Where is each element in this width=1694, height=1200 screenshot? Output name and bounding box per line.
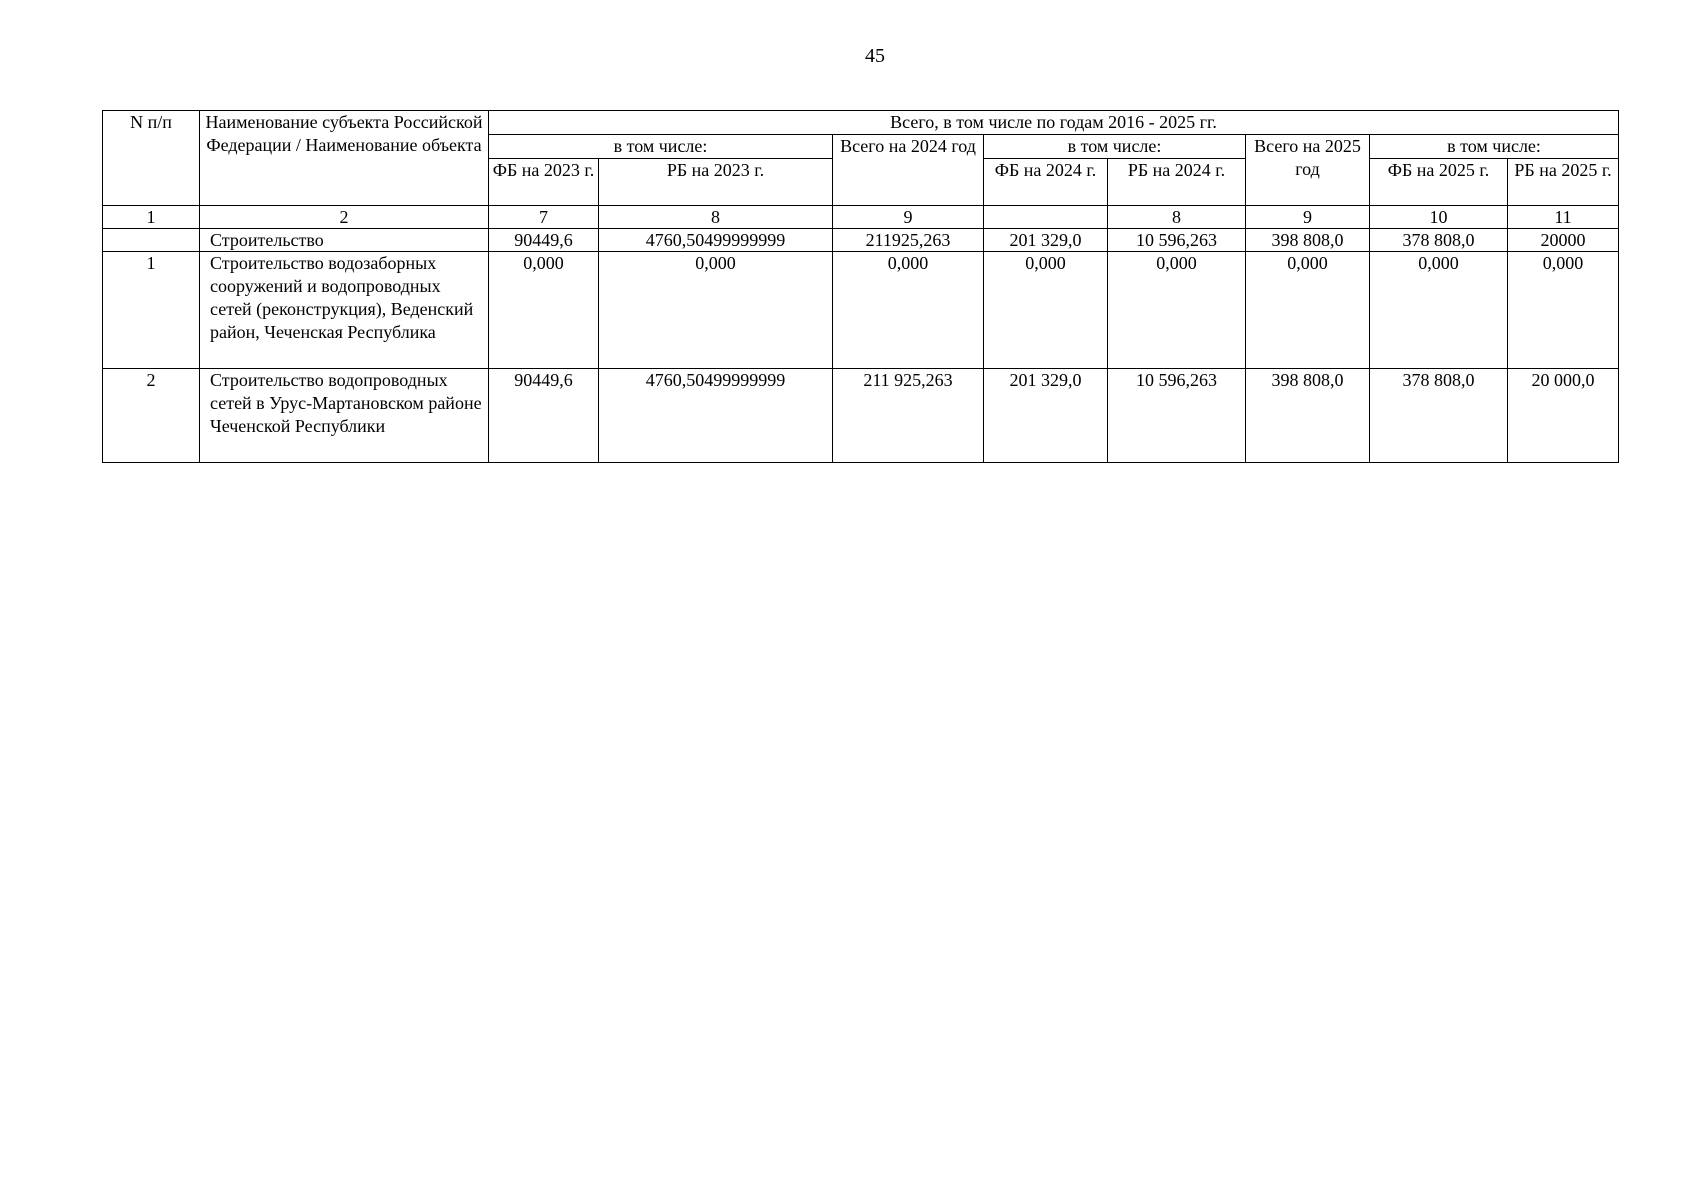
row-value: 201 329,0 (984, 369, 1108, 463)
header-total-all: Всего, в том числе по годам 2016 - 2025 гг. (489, 111, 1619, 135)
row-value: 201 329,0 (984, 229, 1108, 252)
column-number: 11 (1508, 206, 1619, 229)
header-rb-2024: РБ на 2024 г. (1108, 159, 1246, 206)
header-row-1 (103, 111, 1619, 135)
header-fb-2023: ФБ на 2023 г. (489, 159, 599, 206)
row-value: 378 808,0 (1370, 229, 1508, 252)
header-fb-2024: ФБ на 2024 г. (984, 159, 1108, 206)
row-value: 211 925,263 (833, 369, 984, 463)
table-row (103, 252, 1619, 369)
header-fb-2025: ФБ на 2025 г. (1370, 159, 1508, 206)
row-value: 0,000 (599, 252, 833, 369)
row-value: 20000 (1508, 229, 1619, 252)
header-rb-2023: РБ на 2023 г. (599, 159, 833, 206)
column-number: 10 (1370, 206, 1508, 229)
column-number: 9 (833, 206, 984, 229)
page-number-area (0, 44, 1694, 68)
row-value: 0,000 (489, 252, 599, 369)
column-number: 2 (200, 206, 489, 229)
row-value: 0,000 (1370, 252, 1508, 369)
column-number: 8 (599, 206, 833, 229)
row-value: 0,000 (984, 252, 1108, 369)
column-number: 8 (1108, 206, 1246, 229)
row-name: Строительство (200, 229, 489, 252)
row-value: 4760,50499999999 (599, 229, 833, 252)
row-value: 398 808,0 (1246, 369, 1370, 463)
header-incl-2025: в том числе: (1370, 135, 1619, 159)
row-np (103, 229, 200, 252)
header-total-2025: Всего на 2025 год (1246, 135, 1370, 206)
row-np: 1 (103, 252, 200, 369)
header-rb-2025: РБ на 2025 г. (1508, 159, 1619, 206)
row-np: 2 (103, 369, 200, 463)
column-number: 7 (489, 206, 599, 229)
row-value: 10 596,263 (1108, 229, 1246, 252)
row-value: 4760,50499999999 (599, 369, 833, 463)
row-value: 0,000 (1108, 252, 1246, 369)
budget-table (102, 110, 1619, 463)
row-value: 378 808,0 (1370, 369, 1508, 463)
header-incl-2023: в том числе: (489, 135, 833, 159)
row-value: 0,000 (1246, 252, 1370, 369)
column-number: 9 (1246, 206, 1370, 229)
row-value: 90449,6 (489, 229, 599, 252)
row-name: Строительство водопроводных сетей в Урус-Мартановском районе Чеченской Республики (200, 369, 489, 463)
row-value: 398 808,0 (1246, 229, 1370, 252)
column-number: 1 (103, 206, 200, 229)
table-row-total (103, 229, 1619, 252)
header-total-2024: Всего на 2024 год (833, 135, 984, 206)
row-value: 0,000 (1508, 252, 1619, 369)
row-value: 10 596,263 (1108, 369, 1246, 463)
page-number: 45 (865, 45, 885, 67)
header-incl-2024: в том числе: (984, 135, 1246, 159)
column-number (984, 206, 1108, 229)
column-number-row (103, 206, 1619, 229)
row-value: 20 000,0 (1508, 369, 1619, 463)
row-name: Строительство водозаборных сооружений и водопроводных сетей (реконструкция), Веденский район, Чеченская Республика (200, 252, 489, 369)
header-np: N п/п (103, 111, 200, 206)
row-value: 211925,263 (833, 229, 984, 252)
row-value: 90449,6 (489, 369, 599, 463)
header-name: Наименование субъекта Российской Федерации / Наименование объекта (200, 111, 489, 206)
table-row (103, 369, 1619, 463)
row-value: 0,000 (833, 252, 984, 369)
